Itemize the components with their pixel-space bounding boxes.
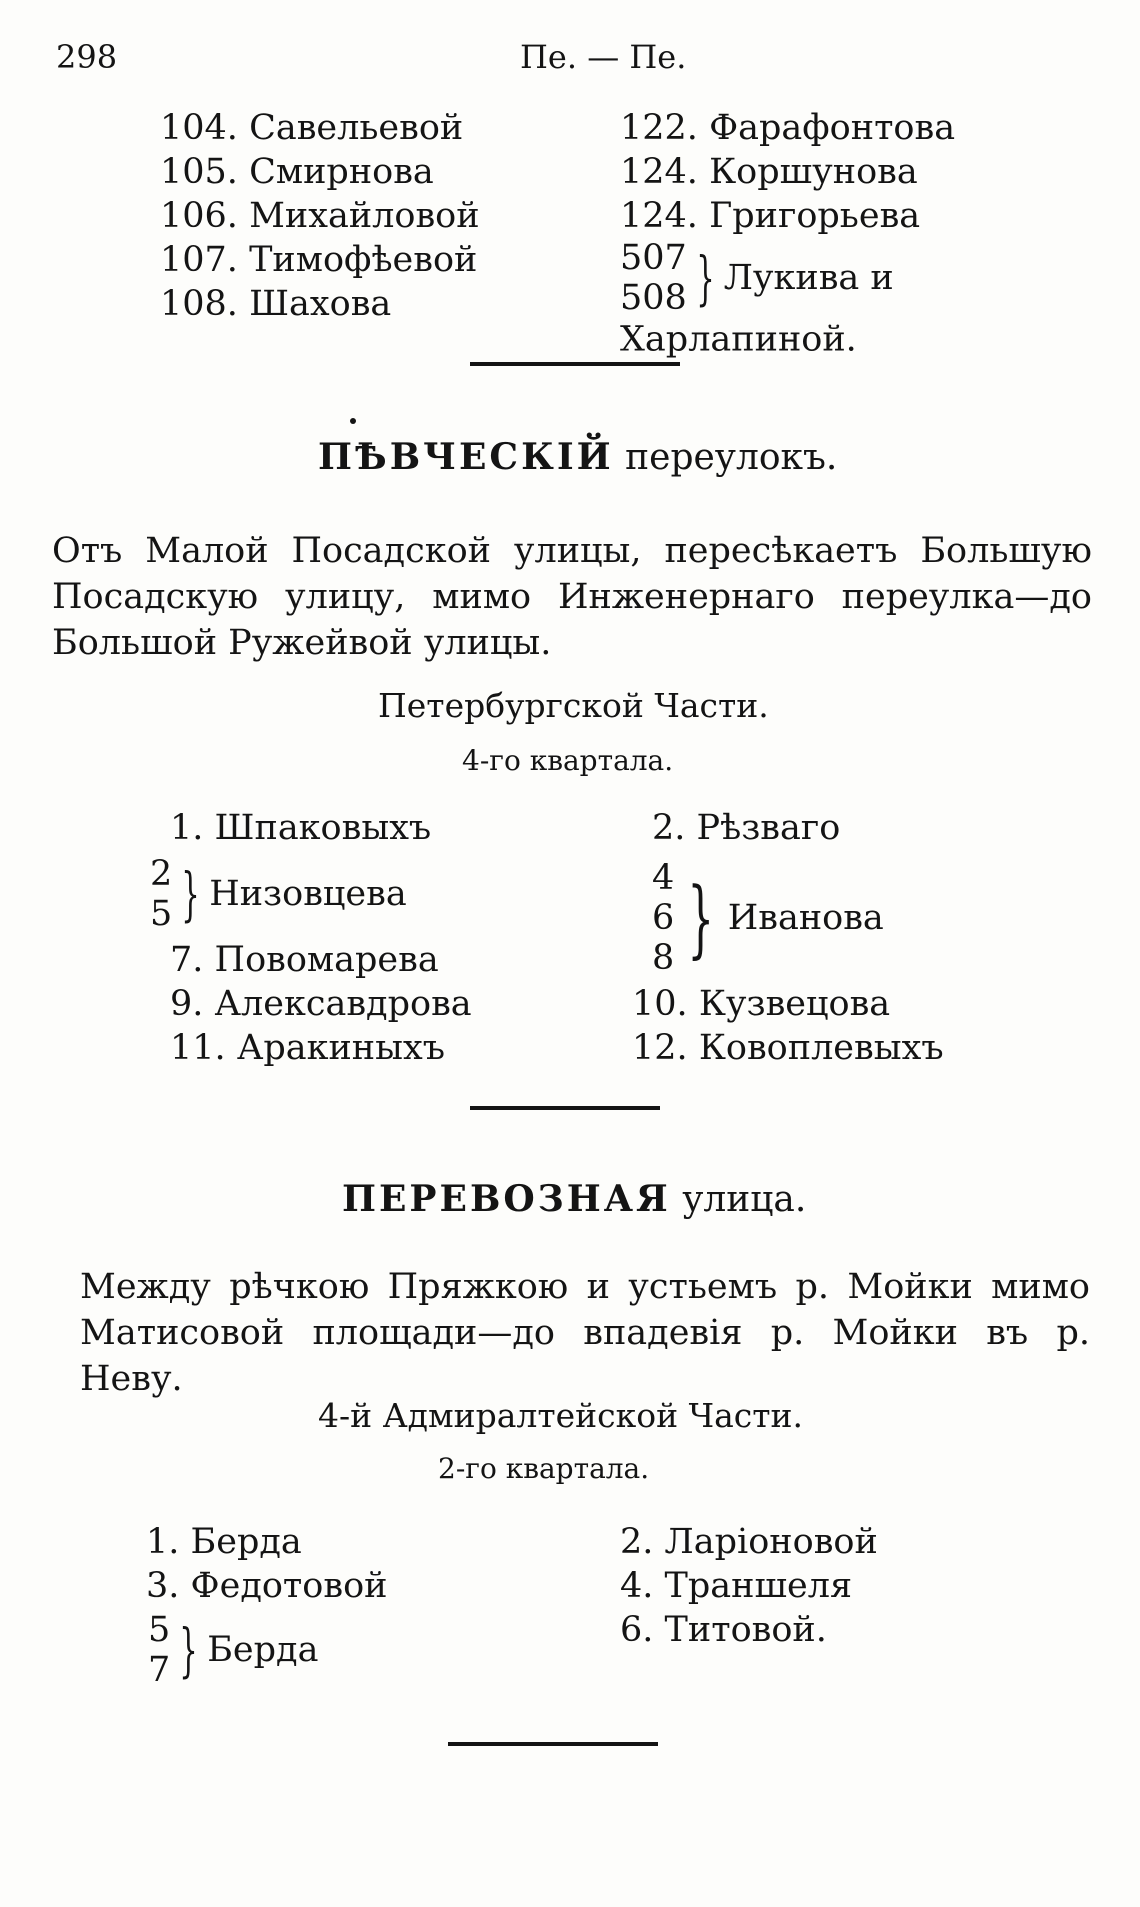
list-item: 105. Смирнова	[160, 152, 434, 192]
list-item: 124. Коршунова	[620, 152, 918, 192]
page-number: 298	[56, 38, 118, 76]
ink-speck	[350, 418, 356, 424]
list-item-group: 4 6 8 } Иванова	[652, 858, 884, 978]
list-item: 11. Аракиныхъ	[170, 1028, 445, 1068]
list-item-group: 5 7 } Берда	[148, 1610, 319, 1690]
list-item: 107. Тимофѣевой	[160, 240, 478, 280]
list-item: 2. Ларіоновой	[620, 1522, 878, 1562]
list-item: 106. Михайловой	[160, 196, 480, 236]
list-item: 6. Титовой.	[620, 1610, 827, 1650]
section-title: ПЕРЕВОЗНАЯ улица.	[342, 1178, 807, 1220]
brace-icon: }	[179, 1616, 198, 1684]
quarter-heading: 4-го квартала.	[462, 744, 674, 777]
list-item: 122. Фарафонтова	[620, 108, 956, 148]
top-list-right	[620, 106, 955, 238]
list-item: 7. Повомарева	[170, 940, 439, 980]
brace-icon: }	[181, 860, 200, 928]
divider	[470, 362, 680, 366]
quarter-heading: 2-го квартала.	[438, 1452, 650, 1485]
section-description: Между рѣчкою Пряжкою и устьемъ р. Мойки мимо Матисовой площади—до впадевія р. Мойки въ р. Неву.	[80, 1267, 1090, 1399]
section-list-right	[620, 1520, 878, 1652]
list-item: 3. Федотовой	[146, 1566, 388, 1606]
district-heading: 4-й Адмиралтейской Части.	[318, 1396, 804, 1435]
section-list-left	[146, 1520, 387, 1608]
list-item: 12. Ковоплевыхъ	[632, 1028, 944, 1068]
running-head: Пе. — Пе.	[520, 38, 687, 76]
section-description: Отъ Малой Посадской улицы, пересѣкаетъ Большую Посадскую улицу, мимо Инженернаго переулка—до Большой Ружейвой улицы.	[52, 531, 1092, 663]
top-list-left	[160, 106, 480, 326]
list-item: 10. Кузвецова	[632, 984, 891, 1024]
brace-icon: }	[687, 869, 715, 967]
section-list-right	[652, 806, 840, 850]
district-heading: Петербургской Части.	[378, 686, 769, 725]
divider	[470, 1106, 660, 1110]
section-list-left	[170, 938, 472, 1070]
list-item: 1. Берда	[146, 1522, 302, 1562]
section-list-right	[632, 982, 944, 1070]
section-title: ПѢВЧЕСКІЙ переулокъ.	[318, 436, 838, 478]
divider	[448, 1742, 658, 1746]
list-item: 124. Григорьева	[620, 196, 921, 236]
list-item-group: 2 5 } Низовцева	[150, 854, 407, 934]
list-item: 1. Шпаковыхъ	[170, 808, 432, 848]
section-list-left	[170, 806, 431, 850]
list-item: 104. Савельевой	[160, 108, 464, 148]
list-item-group: 507 508 } Лукива и Харлапиной.	[620, 238, 894, 360]
list-item: 2. Рѣзваго	[652, 808, 841, 848]
brace-icon: }	[696, 244, 715, 312]
list-item: 108. Шахова	[160, 284, 392, 324]
list-item: 9. Алексавдрова	[170, 984, 472, 1024]
list-item: 4. Траншеля	[620, 1566, 853, 1606]
